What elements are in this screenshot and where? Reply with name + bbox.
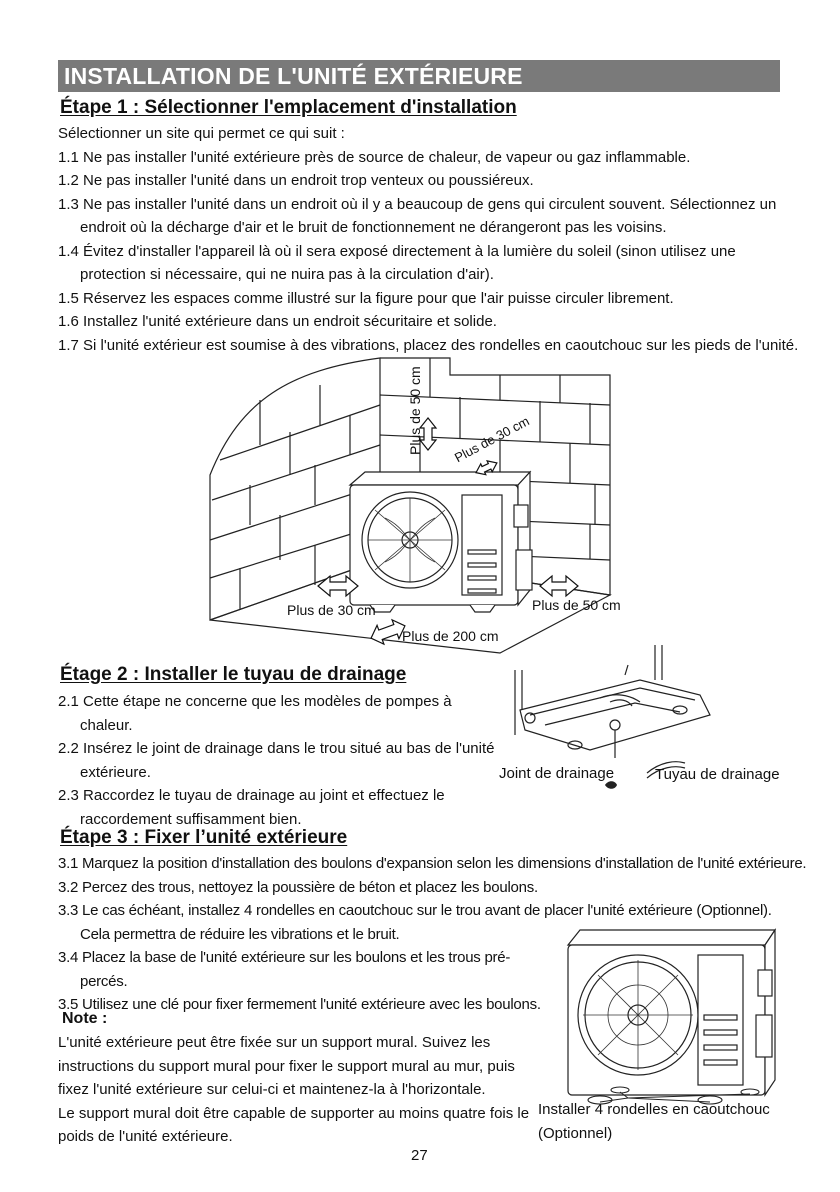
step1-item: 1.6 Installez l'unité extérieure dans un endroit sécuritaire et solide. xyxy=(58,313,497,330)
step1-body xyxy=(58,122,828,357)
note-line: poids de l'unité extérieure. xyxy=(58,1128,233,1145)
step3-item: 3.1 Marquez la position d'installation des boulons d'expansion selon les dimensions d'installation de l'unité extérieure. xyxy=(58,855,807,872)
drain-pipe-label: Tuyau de drainage xyxy=(655,766,780,783)
step2-item: 2.1 Cette étape ne concerne que les modèles de pompes à xyxy=(58,693,452,710)
note-line: L'unité extérieure peut être fixée sur un support mural. Suivez les xyxy=(58,1034,491,1051)
note-title: Note : xyxy=(62,1010,108,1027)
step3-item: 3.3 Le cas échéant, installez 4 rondelles en caoutchouc sur le trou avant de placer l'unité extérieure (Optionnel). xyxy=(58,902,772,919)
step2-item-cont: chaleur. xyxy=(80,716,133,734)
note-line: fixez l'unité extérieure sur celui-ci et maintenez-la à l'horizontale. xyxy=(58,1081,486,1098)
clearance-top-label: Plus de 50 cm xyxy=(407,366,423,455)
step2-item-cont: extérieure. xyxy=(80,763,151,781)
step3-item-cont: percés. xyxy=(80,972,128,990)
step1-intro: Sélectionner un site qui permet ce qui suit : xyxy=(58,125,345,142)
step3-item: 3.5 Utilisez une clé pour fixer fermement l'unité extérieure avec les boulons. xyxy=(58,996,541,1013)
step2-title: Étage 2 : Installer le tuyau de drainage xyxy=(60,664,407,685)
page-number: 27 xyxy=(411,1147,428,1164)
step2-item: 2.3 Raccordez le tuyau de drainage au joint et effectuez le xyxy=(58,787,445,804)
step2-item-cont: raccordement suffisamment bien. xyxy=(80,810,302,828)
clearance-front-label: Plus de 200 cm xyxy=(402,628,499,644)
step1-item: 1.5 Réservez les espaces comme illustré sur la figure pour que l'air puisse circuler librement. xyxy=(58,289,674,307)
note-body xyxy=(58,1031,538,1149)
unit-washers-diagram xyxy=(560,920,790,1110)
section-banner: INSTALLATION DE L'UNITÉ EXTÉRIEURE xyxy=(58,60,780,92)
clearance-back-label: Plus de 30 cm xyxy=(452,413,532,466)
step3-item-cont: Cela permettra de réduire les vibrations et le bruit. xyxy=(80,925,400,943)
step3-item: 3.4 Placez la base de l'unité extérieure sur les boulons et les trous pré- xyxy=(58,949,511,966)
note-line: instructions du support mural pour fixer le support mural au mur, puis xyxy=(58,1057,515,1075)
step1-item: 1.3 Ne pas installer l'unité dans un endroit où il y a beaucoup de gens qui circulent souvent. Sélectionnez un xyxy=(58,195,777,213)
step1-title: Étape 1 : Sélectionner l'emplacement d'installation xyxy=(60,97,517,118)
clearance-right-label: Plus de 50 cm xyxy=(532,597,621,613)
step1-item: 1.7 Si l'unité extérieur est soumise à des vibrations, placez des rondelles en caoutchouc sur les pieds de l'unité. xyxy=(58,336,799,354)
step1-item-cont: endroit où la décharge d'air et le bruit de fonctionnement ne dérangeront pas les voisins. xyxy=(80,219,667,236)
step3-item: 3.2 Percez des trous, nettoyez la poussière de béton et placez les boulons. xyxy=(58,878,538,896)
step1-item-cont: protection si nécessaire, qui ne nuira pas à la circulation d'air). xyxy=(80,266,494,283)
drain-joint-label: Joint de drainage xyxy=(499,765,615,782)
step2-item: 2.2 Insérez le joint de drainage dans le trou situé au bas de l'unité xyxy=(58,740,495,757)
washer-caption-line2: (Optionnel) xyxy=(538,1125,613,1142)
step3-title: Étape 3 : Fixer l’unité extérieure xyxy=(60,827,348,848)
note-line: Le support mural doit être capable de supporter au moins quatre fois le xyxy=(58,1104,530,1122)
step1-item: 1.4 Évitez d'installer l'appareil là où il sera exposé directement à la lumière du soleil (sinon utilisez une xyxy=(58,242,736,260)
step1-item: 1.1 Ne pas installer l'unité extérieure près de source de chaleur, de vapeur ou gaz inflammable. xyxy=(58,148,691,166)
step1-item: 1.2 Ne pas installer l'unité dans un endroit trop venteux ou poussiéreux. xyxy=(58,172,534,189)
clearance-left-label: Plus de 30 cm xyxy=(287,602,376,618)
step2-body xyxy=(58,690,498,831)
washer-caption-line1: Installer 4 rondelles en caoutchouc xyxy=(538,1101,770,1118)
